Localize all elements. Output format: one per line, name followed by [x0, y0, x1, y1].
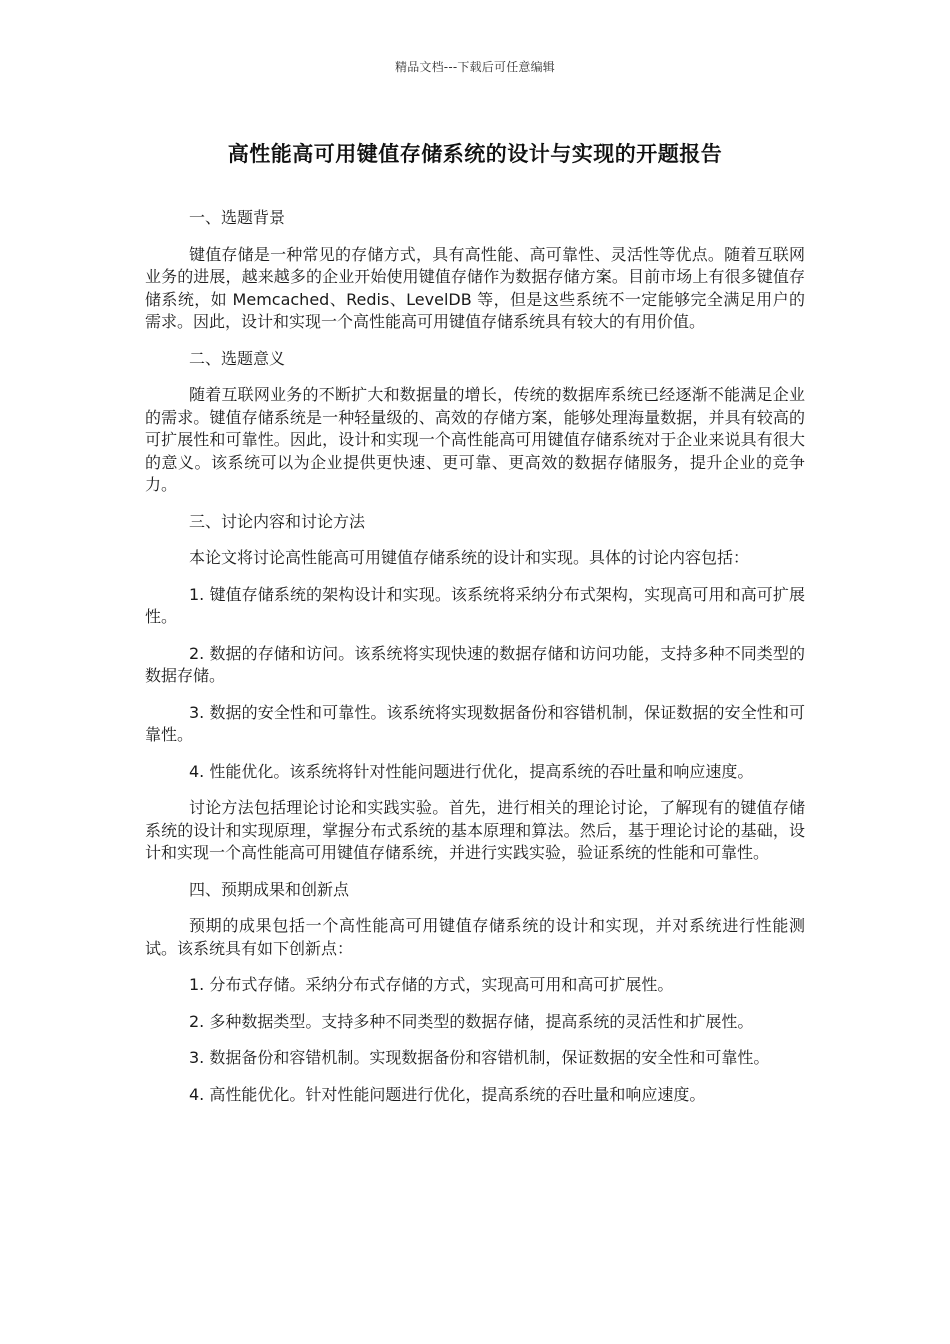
document-title: 高性能高可用键值存储系统的设计与实现的开题报告: [227, 142, 723, 166]
list-item: 4. 性能优化。该系统将针对性能问题进行优化，提高系统的吞吐量和响应速度。: [189, 761, 754, 781]
section-heading-research-content: 三、讨论内容和讨论方法: [189, 511, 366, 531]
list-item: 1. 键值存储系统的架构设计和实现。该系统将采纳分布式架构，实现高可用和高可扩展性。: [145, 584, 805, 626]
paragraph: 讨论方法包括理论讨论和实践实验。首先，进行相关的理论讨论，了解现有的键值存储系统的设计和实现原理，掌握分布式系统的基本原理和算法。然后，基于理论讨论的基础，设计和实现一个高性能高可用键值存储系统，并进行实践实验，验证系统的性能和可靠性。: [145, 798, 805, 862]
list-item: 2. 数据的存储和访问。该系统将实现快速的数据存储和访问功能，支持多种不同类型的数据存储。: [145, 643, 805, 685]
section-heading-background: 一、选题背景: [189, 208, 286, 227]
paragraph: 本论文将讨论高性能高可用键值存储系统的设计和实现。具体的讨论内容包括：: [189, 548, 750, 567]
list-item: 1. 分布式存储。采纳分布式存储的方式，实现高可用和高可扩展性。: [189, 975, 674, 994]
header-note: 精品文档---下载后可任意编辑: [395, 60, 555, 74]
list-item: 3. 数据备份和容错机制。实现数据备份和容错机制，保证数据的安全性和可靠性。: [189, 1048, 770, 1067]
paragraph: 预期的成果包括一个高性能高可用键值存储系统的设计和实现，并对系统进行性能测试。该系统具有如下创新点：: [145, 916, 805, 958]
list-item: 3. 数据的安全性和可靠性。该系统将实现数据备份和容错机制，保证数据的安全性和可靠性。: [145, 702, 805, 744]
list-item: 4. 高性能优化。针对性能问题进行优化，提高系统的吞吐量和响应速度。: [189, 1084, 706, 1104]
section-heading-expected-results: 四、预期成果和创新点: [189, 879, 350, 899]
paragraph: 随着互联网业务的不断扩大和数据量的增长，传统的数据库系统已经逐渐不能满足企业的需求。键值存储系统是一种轻量级的、高效的存储方案，能够处理海量数据，并具有较高的可扩展性和可靠性。因此，设计和实现一个高性能高可用键值存储系统对于企业来说具有很大的意义。该系统可以为企业提供更快速、更可靠、更高效的数据存储服务，提升企业的竞争力。: [145, 385, 805, 494]
paragraph: 键值存储是一种常见的存储方式，具有高性能、高可靠性、灵活性等优点。随着互联网业务的进展，越来越多的企业开始使用键值存储作为数据存储方案。目前市场上有很多键值存储系统，如 Memcached、Redis、LevelDB 等，但是这些系统不一定能够完全满足用户的需求。因此，设计和实现一个高性能高可用键值存储系统具有较大的有用价值。: [145, 244, 805, 331]
section-heading-significance: 二、选题意义: [189, 348, 286, 368]
list-item: 2. 多种数据类型。支持多种不同类型的数据存储，提高系统的灵活性和扩展性。: [189, 1011, 754, 1031]
document-body: [145, 207, 805, 1120]
